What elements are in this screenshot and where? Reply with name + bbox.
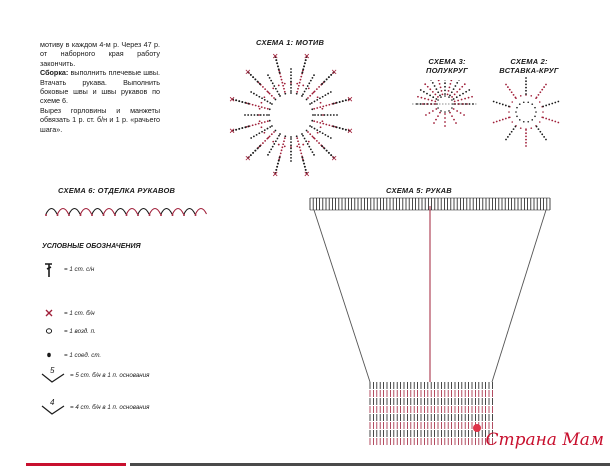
scheme5-sleeve-diagram <box>300 196 560 450</box>
legend-number-4: 4 <box>50 398 55 407</box>
site-watermark <box>485 430 604 450</box>
instructions-finish: Вырез горловины и манжеты обвязать 1 р. ст. б/н и 1 р. «рачьего шага». <box>40 105 160 134</box>
scheme2-title <box>488 57 570 75</box>
single-crochet-icon <box>40 306 62 320</box>
legend-row-4sc <box>40 400 149 414</box>
instructions-text <box>40 40 160 134</box>
double-crochet-icon <box>40 262 62 276</box>
scheme1-title: СХЕМА 1: МОТИВ <box>256 38 325 47</box>
scheme3-halfcircle-diagram <box>404 80 486 140</box>
five-sc-in-one-icon <box>40 366 68 384</box>
instructions-line1: мотиву в каждом 4-м р. Через 47 р. от наборного края работу закончить. <box>40 40 160 68</box>
legend-number-5: 5 <box>50 366 55 375</box>
legend-row-ch <box>40 324 96 338</box>
legend-label-dc: = 1 ст. с/н <box>64 265 95 273</box>
watermark-text: Страна Мам <box>485 430 604 450</box>
legend-label-sl: = 1 соед. ст. <box>64 351 102 359</box>
scheme3-title <box>412 57 482 75</box>
legend-label-5sc: = 5 ст. б/н в 1 п. основания <box>70 371 150 379</box>
legend-row-dc <box>40 262 94 276</box>
legend-title: УСЛОВНЫЕ ОБОЗНАЧЕНИЯ <box>42 243 141 250</box>
scheme1-motif-diagram <box>226 50 356 180</box>
chain-stitch-icon <box>40 324 62 338</box>
slip-stitch-icon <box>40 348 62 362</box>
scheme2-insert-circle-diagram <box>486 74 566 150</box>
four-sc-in-one-icon <box>40 398 68 416</box>
scheme2-title-line2: ВСТАВКА-КРУГ <box>499 66 559 75</box>
legend-row-sl <box>40 348 101 362</box>
scheme5-title: СХЕМА 5: РУКАВ <box>386 186 452 195</box>
scheme3-title-line2: ПОЛУКРУГ <box>426 66 468 75</box>
assembly-label: Сборка: <box>40 68 69 78</box>
assembly-text: выполнить плечевые швы. Втачать рукава. Выполнить боковые швы и швы рукавов по схеме 6. <box>40 68 160 106</box>
legend-label-4sc: = 4 ст. б/н в 1 п. основания <box>70 403 150 411</box>
legend-row-5sc <box>40 368 149 382</box>
scheme3-title-line1: СХЕМА 3: <box>428 57 466 66</box>
legend-label-ch: = 1 возд. п. <box>64 327 96 335</box>
legend-row-sc <box>40 306 95 320</box>
legend-label-sc: = 1 ст. б/н <box>64 309 95 317</box>
scheme6-title: СХЕМА 6: ОТДЕЛКА РУКАВОВ <box>58 186 176 195</box>
scheme6-edging-diagram <box>40 200 210 220</box>
scheme2-title-line1: СХЕМА 2: <box>510 57 548 66</box>
instructions-assembly <box>40 68 160 106</box>
